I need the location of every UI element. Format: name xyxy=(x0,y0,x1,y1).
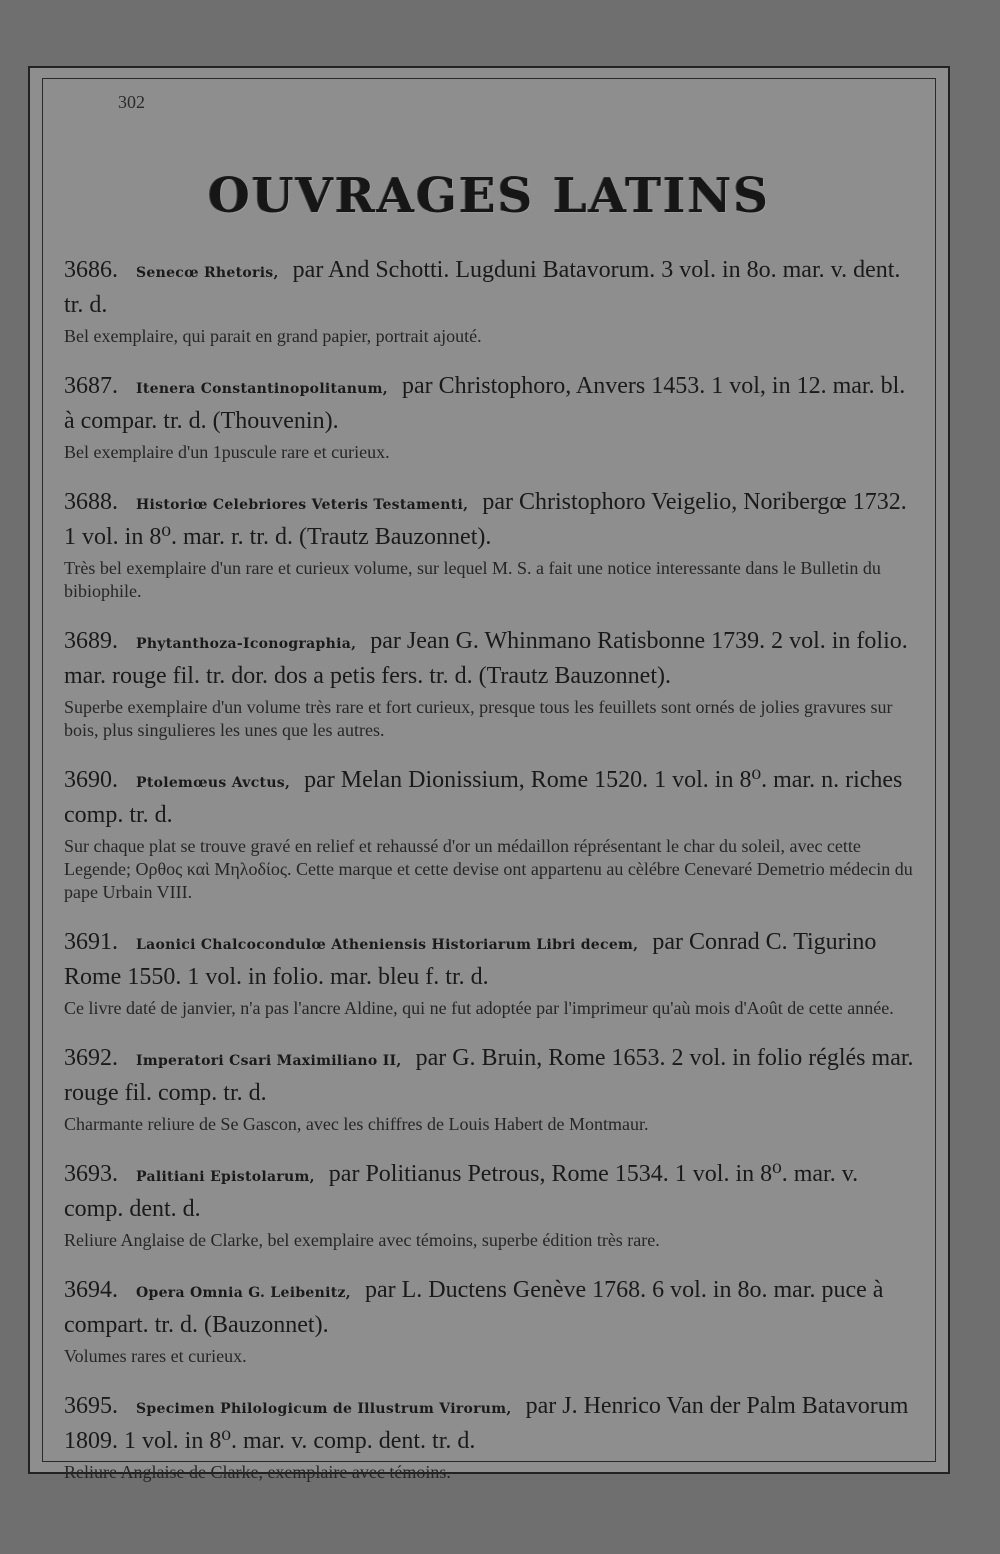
entry-details: par Politianus Petrous, Rome 1534. 1 vol. in 8⁰. mar. v. comp. dent. d. xyxy=(64,1161,859,1222)
entry-details: par G. Bruin, Rome 1653. 2 vol. in folio réglés mar. rouge fil. comp. tr. d. xyxy=(64,1045,914,1106)
entry-note: Reliure Anglaise de Clarke, exemplaire avec témoins. xyxy=(64,1462,451,1482)
entry-note: Bel exemplaire d'un 1puscule rare et curieux. xyxy=(64,442,390,462)
entry-title: Historiœ Celebriores Veteris Testamenti, xyxy=(136,497,469,513)
entry-note: Volumes rares et curieux. xyxy=(64,1346,247,1366)
page-number: 302 xyxy=(118,92,145,112)
entry-number: 3695. xyxy=(64,1393,118,1419)
catalog-entry xyxy=(64,486,918,603)
section-title: OUVRAGES LATINS xyxy=(207,168,771,224)
entry-number: 3686. xyxy=(64,257,118,283)
entry-title: Specimen Philologicum de Illustrum Virorum, xyxy=(136,1401,512,1417)
entry-note: Reliure Anglaise de Clarke, bel exemplaire avec témoins, superbe édition très rare. xyxy=(64,1230,660,1250)
catalog-entry xyxy=(64,764,918,904)
entry-title: Opera Omnia G. Leibenitz, xyxy=(136,1285,351,1301)
catalog-entry xyxy=(64,1390,918,1484)
entry-note: Bel exemplaire, qui parait en grand papier, portrait ajouté. xyxy=(64,326,482,346)
entry-number: 3688. xyxy=(64,489,118,515)
entry-main-line xyxy=(64,1274,918,1341)
entry-main-line xyxy=(64,764,918,831)
entry-main-line xyxy=(64,1390,918,1457)
entry-main-line xyxy=(64,370,918,437)
entry-details: par J. Henrico Van der Palm Batavorum 1809. 1 vol. in 8⁰. mar. v. comp. dent. tr. d. xyxy=(64,1393,909,1454)
entry-note: Superbe exemplaire d'un volume très rare et fort curieux, presque tous les feuillets sont ornés de jolies gravures sur bois, plus singulieres les unes que les autres. xyxy=(64,697,893,740)
entry-details: par Christophoro, Anvers 1453. 1 vol, in 12. mar. bl. à compar. tr. d. (Thouvenin). xyxy=(64,373,906,434)
entry-note: Très bel exemplaire d'un rare et curieux volume, sur lequel M. S. a fait une notice interessante dans le Bulletin du bibiophile. xyxy=(64,558,881,601)
entry-note: Ce livre daté de janvier, n'a pas l'ancre Aldine, qui ne fut adoptée par l'imprimeur qu'aù mois d'Août de cette année. xyxy=(64,998,894,1018)
entry-title: Senecœ Rhetoris, xyxy=(136,265,279,281)
entry-title: Imperatori Csari Maximiliano II, xyxy=(136,1053,402,1069)
entry-main-line xyxy=(64,1042,918,1109)
entry-number: 3690. xyxy=(64,767,118,793)
entry-number: 3689. xyxy=(64,628,118,654)
entry-details: par Jean G. Whinmano Ratisbonne 1739. 2 vol. in folio. mar. rouge fil. tr. dor. dos a petis fers. tr. d. (Trautz Bauzonnet). xyxy=(64,628,908,689)
catalog-entry xyxy=(64,1158,918,1252)
entry-main-line xyxy=(64,926,918,993)
entry-main-line xyxy=(64,1158,918,1225)
entry-details: par Melan Dionissium, Rome 1520. 1 vol. in 8⁰. mar. n. riches comp. tr. d. xyxy=(64,767,903,828)
entry-title: Laonici Chalcocondulœ Atheniensis Historiarum Libri decem, xyxy=(136,937,639,953)
entry-details: par L. Ductens Genève 1768. 6 vol. in 8o. mar. puce à compart. tr. d. (Bauzonnet). xyxy=(64,1277,884,1338)
entry-main-line xyxy=(64,625,918,692)
catalog-entry xyxy=(64,370,918,464)
entry-details: par Christophoro Veigelio, Noribergœ 1732. 1 vol. in 8⁰. mar. r. tr. d. (Trautz Bauzonnet). xyxy=(64,489,907,550)
entry-title: Palitiani Epistolarum, xyxy=(136,1169,315,1185)
entry-number: 3687. xyxy=(64,373,118,399)
entry-number: 3694. xyxy=(64,1277,118,1303)
entry-details: par Conrad C. Tigurino Rome 1550. 1 vol. in folio. mar. bleu f. tr. d. xyxy=(64,929,877,990)
entry-title: Ptolemœus Avctus, xyxy=(136,775,291,791)
page-frame xyxy=(28,66,950,1482)
entry-main-line xyxy=(64,486,918,553)
catalog-entries xyxy=(64,254,918,1506)
entry-number: 3692. xyxy=(64,1045,118,1071)
catalog-entry xyxy=(64,625,918,742)
catalog-entry xyxy=(64,1274,918,1368)
entry-title: Itenera Constantinopolitanum, xyxy=(136,381,388,397)
catalog-entry xyxy=(64,254,918,348)
entry-note: Charmante reliure de Se Gascon, avec les chiffres de Louis Habert de Montmaur. xyxy=(64,1114,649,1134)
entry-main-line xyxy=(64,254,918,321)
entry-number: 3691. xyxy=(64,929,118,955)
entry-note: Sur chaque plat se trouve gravé en relief et rehaussé d'or un médaillon réprésentant le char du soleil, avec cette Legende; Ορθος καὶ Μηλοδίος. Cette marque et cette devise ont appartenu au cèlébre Cenevaré Demetrio médecin du pape Urbain VIII. xyxy=(64,836,913,902)
catalog-entry xyxy=(64,926,918,1020)
catalog-entry xyxy=(64,1042,918,1136)
entry-title: Phytanthoza-Iconographia, xyxy=(136,636,357,652)
entry-number: 3693. xyxy=(64,1161,118,1187)
entry-details: par And Schotti. Lugduni Batavorum. 3 vol. in 8o. mar. v. dent. tr. d. xyxy=(64,257,901,318)
